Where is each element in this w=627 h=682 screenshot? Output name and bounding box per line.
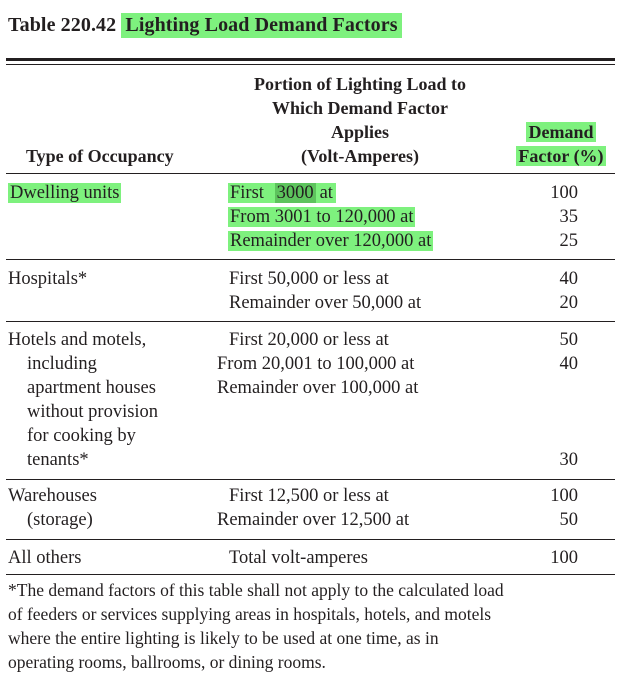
row-warehouses-occupancy-2: (storage)	[27, 510, 93, 530]
row-dwelling-portion-1	[228, 181, 336, 205]
row-hotels-occupancy-1: Hotels and motels,	[8, 330, 147, 350]
header-factor-line-1: Demand	[528, 122, 594, 142]
row-hotels-occupancy-2: including	[27, 354, 97, 374]
footnote-line-3: where the entire lighting is likely to be used at one time, as in	[8, 628, 439, 648]
header-portion-line-2: Which Demand Factor	[272, 98, 448, 118]
row-hotels-factor-1: 50	[559, 330, 578, 350]
row-hospitals-factor-2: 20	[559, 293, 578, 313]
dwelling-first-value: 3000	[276, 183, 314, 203]
bottom-rule	[6, 574, 615, 575]
header-portion-line-4: (Volt-Amperes)	[301, 146, 419, 166]
row-hotels-occupancy-3: apartment houses	[27, 378, 156, 398]
footnote-line-2: of feeders or services supplying areas in hospitals, hotels, and motels	[8, 604, 492, 624]
row-others-factor-1: 100	[550, 548, 578, 568]
footnote-line-1: *The demand factors of this table shall not apply to the calculated load	[8, 580, 504, 600]
table-number: Table 220.42	[8, 14, 117, 36]
row-hotels-factor-3: 30	[559, 450, 578, 470]
row-warehouses-portion-2: Remainder over 12,500 at	[217, 510, 410, 530]
header-rule	[6, 173, 615, 174]
dwelling-units-label: Dwelling units	[10, 183, 120, 203]
dwelling-first-prefix: First	[230, 183, 264, 203]
row-hotels-portion-2: From 20,001 to 100,000 at	[217, 354, 415, 374]
row-others-portion-1: Total volt-amperes	[229, 548, 368, 568]
row-rule-4	[6, 539, 615, 540]
header-portion-line-1: Portion of Lighting Load to	[253, 74, 467, 94]
row-hospitals-portion-2: Remainder over 50,000 at	[229, 293, 422, 313]
row-rule-1	[6, 259, 615, 260]
row-others-occupancy: All others	[8, 548, 82, 568]
row-dwelling-portion-2: From 3001 to 120,000 at	[230, 207, 414, 227]
row-hospitals-portion-1: First 50,000 or less at	[229, 269, 389, 289]
header-portion	[200, 72, 520, 168]
footnote-line-4: operating rooms, ballrooms, or dining rooms.	[8, 652, 326, 672]
top-rule-thick	[6, 58, 615, 61]
row-dwelling-factor-1: 100	[550, 183, 578, 203]
row-dwelling-occupancy	[8, 181, 121, 205]
top-rule-thin	[6, 64, 615, 65]
row-warehouses-factor-2: 50	[559, 510, 578, 530]
row-hotels-portion-3: Remainder over 100,000 at	[217, 378, 419, 398]
row-hotels-portion-1: First 20,000 or less at	[229, 330, 389, 350]
table-name: Lighting Load Demand Factors	[121, 13, 401, 38]
row-hospitals-factor-1: 40	[559, 269, 578, 289]
row-rule-3	[6, 479, 615, 480]
row-warehouses-occupancy-1: Warehouses	[8, 486, 97, 506]
row-hotels-occupancy-5: for cooking by	[27, 426, 136, 446]
row-warehouses-factor-1: 100	[550, 486, 578, 506]
row-hotels-occupancy-6: tenants*	[27, 450, 89, 470]
row-rule-2	[6, 321, 615, 322]
header-factor-line-2: Factor (%)	[518, 146, 604, 166]
header-portion-line-3: Applies	[330, 122, 390, 142]
row-hotels-occupancy-4: without provision	[27, 402, 159, 422]
row-hospitals-occupancy: Hospitals*	[8, 269, 88, 289]
header-demand-factor	[512, 120, 610, 168]
row-dwelling-factor-3: 25	[559, 231, 578, 251]
row-warehouses-portion-1: First 12,500 or less at	[229, 486, 389, 506]
header-type-of-occupancy: Type of Occupancy	[26, 146, 174, 166]
row-dwelling-portion-3: Remainder over 120,000 at	[230, 231, 432, 251]
dwelling-first-suffix: at	[316, 183, 336, 203]
row-hotels-factor-2: 40	[559, 354, 578, 374]
table-title	[8, 14, 402, 37]
row-dwelling-factor-2: 35	[559, 207, 578, 227]
